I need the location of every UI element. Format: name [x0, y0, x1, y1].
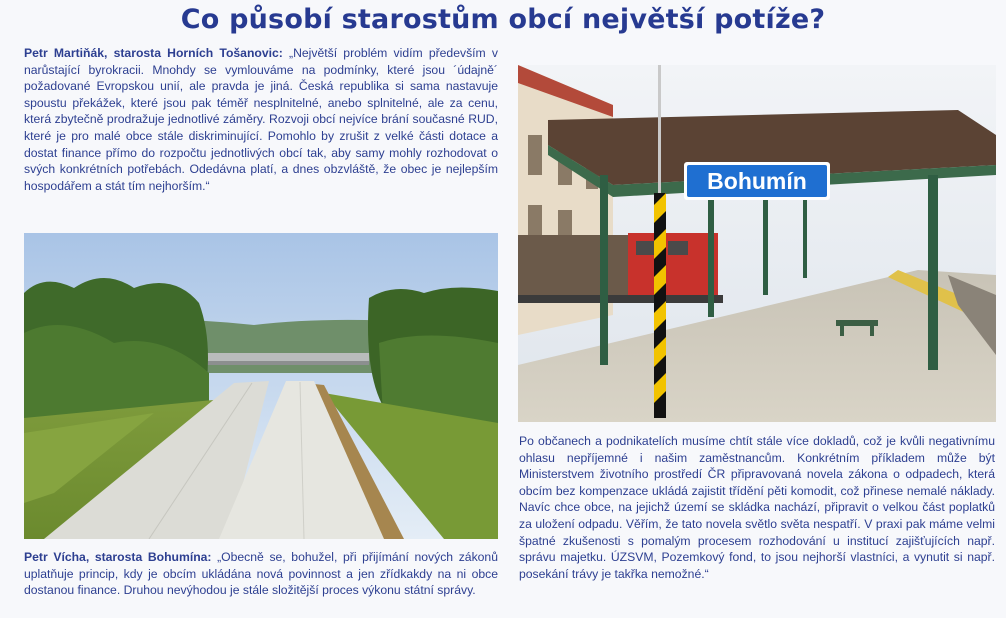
quote-vicha: „Obecně se, bohužel, při přijímání nových zákonů uplatňuje princip, kdy je obcím ukládána nová povinnost a jen zřídkakdy na ni obce dostanou finance. Druhou nevýhodou je stále složitější proces výkonu státní správy. — [24, 550, 498, 598]
statement-vicha-continued: Po občanech a podnikatelích musíme chtít stále více dokladů, což je kvůli negativnímu ohlasu nepříjemné i našim zaměstnancům. Konkrétním příkladem může být Ministerstvem životního prostředí ČR připravovaná novela zákona o odpadech, která obcím bez kompenzace ukládá zajistit třídění pěti komodit, což přinese nemalé náklady. Navíc chce obce, na jejichž území se skládka nachází, připravit o velkou část poplatků za uložení odpadu. Věřím, že tato novela světlo světa nespatří. V praxi pak máme velmi špatné zkušenosti s pomalým procesem rozhodování u institucí zajišťujících např. správu majetku. ÚZSVM, Pozemkový fond, to jsou nejhorší vlastníci, a vynutit si např. posekání trávy je takřka nemožné.“ — [519, 434, 995, 581]
photo-bohumin-station — [518, 65, 996, 422]
quote-martinak: „Největší problém vidím především v narůstající byrokracii. Mnohdy se vymlouváme na podmínky, které jsou ´údajně´ požadované Evropskou unií, ale pravda je jiná. Česká republika si sama nastavuje spoustu překážek, které jsou pak téměř nesplnitelné, anebo splnitelné, ale za cenu, která zbytečně prodražuje jednotlivé záměry. Rozvoji obcí nejvíce brání současné RUD, které je pro malé obce stále diskriminující. Pomohlo by zrušit z velké části dotace a dostat finance přímo do rozpočtu jednotlivých obcí tak, aby samy mohly rozhodovat o svých konkrétních potřebách. Odedávna platí, a dnes obzvláště, že obec je nejlepším hospodářem a stát tím nejhorším.“ — [24, 46, 498, 193]
headline: Co působí starostům obcí největší potíže? — [180, 4, 826, 35]
photo-highway-under-construction — [24, 233, 498, 539]
statement-vicha — [24, 549, 498, 599]
speaker-vicha: Petr Vícha, starosta Bohumína: — [24, 550, 212, 564]
statement-martinak — [24, 45, 498, 194]
station-sign: Bohumín — [707, 168, 807, 194]
speaker-martinak: Petr Martiňák, starosta Horních Tošanovic: — [24, 46, 283, 60]
